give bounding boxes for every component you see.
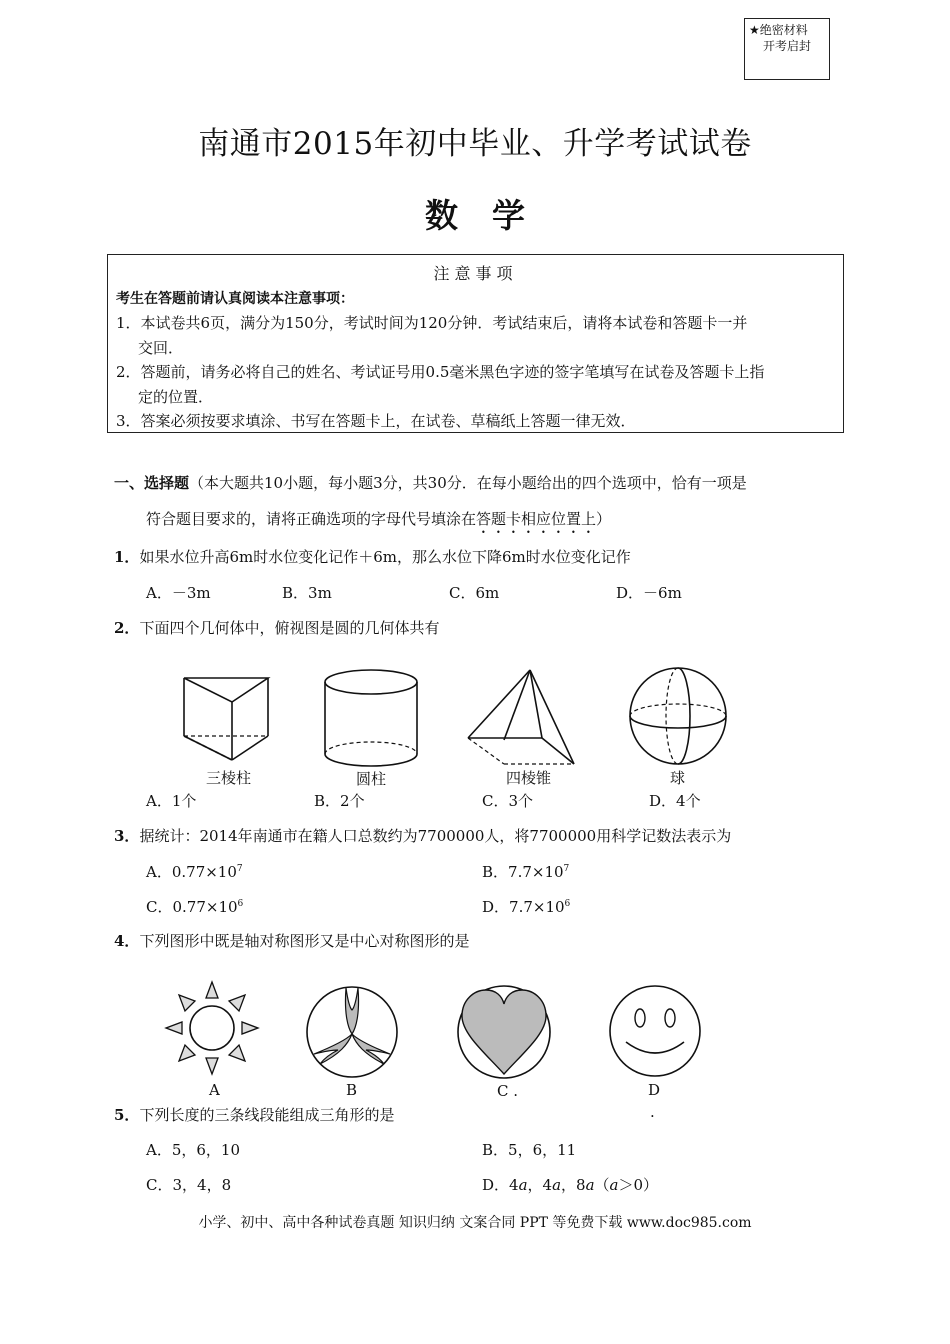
q4-label-c: C . [497, 1082, 519, 1100]
q5-d-var: a [609, 1176, 619, 1194]
q3-option-a [146, 861, 243, 882]
confidential-label-box [744, 18, 830, 80]
section-1-desc-line-2 [146, 508, 611, 537]
notice-item-2: 2．答题前，请务必将自己的姓名、考试证号用0.5毫米黑色字迹的签字笔填写在试卷及答题卡上指 [116, 363, 765, 381]
question-4-text: 下列图形中既是轴对称图形又是中心对称图形的是 [139, 932, 470, 950]
q1-option-d: D．－6m [616, 584, 682, 602]
question-4 [114, 930, 469, 951]
q3-option-c [146, 896, 243, 917]
q4-stray-dot: . [650, 1103, 655, 1121]
q5-d-var: a [552, 1176, 562, 1194]
question-2-number: 2． [114, 619, 140, 637]
q1-option-c: C．6m [449, 584, 500, 602]
q3-option-b-base: B．7.7×10 [482, 863, 564, 881]
section-1-desc-2c: ） [596, 510, 612, 528]
question-3-number: 3． [114, 827, 140, 845]
q2-option-d: D．4个 [649, 792, 701, 810]
q5-d-var: a [518, 1176, 528, 1194]
sun-figure [164, 980, 260, 1076]
q5-option-b: B．5，6，11 [482, 1141, 577, 1159]
q3-option-d-exp: 6 [564, 899, 571, 909]
sphere-figure [626, 664, 730, 768]
confidential-line-1: ★绝密材料 [749, 23, 808, 37]
q3-option-d-base: D．7.7×10 [482, 898, 565, 916]
q3-option-c-base: C．0.77×10 [146, 898, 238, 916]
notice-intro: 考生在答题前请认真阅读本注意事项： [116, 291, 354, 307]
shape-label-cylinder: 圆柱 [356, 770, 387, 788]
question-1 [114, 546, 631, 567]
question-1-text: 如果水位升高6m时水位变化记作＋6m，那么水位下降6m时水位变化记作 [139, 548, 631, 566]
q5-d-var: a [585, 1176, 595, 1194]
question-5-number: 5． [114, 1106, 140, 1124]
question-2-text: 下面四个几何体中，俯视图是圆的几何体共有 [139, 619, 440, 637]
section-1-header [114, 472, 747, 493]
section-1-desc-2a: 符合题目要求的，请将正确选项的字母代号填涂在 [146, 510, 477, 528]
q1-option-b: B．3m [282, 584, 332, 602]
notice-item-1-cont: 交回． [138, 339, 184, 357]
q5-d-part: （ [594, 1176, 610, 1194]
q3-option-a-base: A．0.77×10 [146, 863, 237, 881]
q2-option-a: A．1个 [146, 792, 197, 810]
q3-option-a-exp: 7 [236, 864, 243, 874]
q2-option-c: C．3个 [482, 792, 534, 810]
smiley-figure [608, 984, 702, 1078]
confidential-line-2: 开考启封 [763, 39, 812, 53]
shape-label-prism: 三棱柱 [206, 769, 252, 787]
q5-option-a: A．5，6，10 [146, 1141, 241, 1159]
section-1-label: 一、选择题 [114, 474, 190, 492]
q5-d-part: ，4 [527, 1176, 553, 1194]
q5-d-part: ＞0） [618, 1176, 659, 1194]
exam-title: 南通市2015年初中毕业、升学考试试卷 [198, 126, 752, 162]
q3-option-b-exp: 7 [563, 864, 570, 874]
notice-item-3: 3．答案必须按要求填涂、书写在答题卡上，在试卷、草稿纸上答题一律无效． [116, 412, 636, 430]
notice-item-1: 1．本试卷共6页，满分为150分，考试时间为120分钟．考试结束后，请将本试卷和答题卡一并 [116, 314, 748, 332]
q5-d-part: ，8 [561, 1176, 586, 1194]
question-5 [114, 1104, 394, 1125]
question-3 [114, 825, 731, 846]
threefold-figure [304, 984, 400, 1080]
q5-option-d [482, 1174, 658, 1195]
q5-option-c: C．3，4，8 [146, 1176, 232, 1194]
question-2 [114, 617, 439, 638]
q1-option-a: A．－3m [146, 584, 211, 602]
q5-d-part: D．4 [482, 1176, 519, 1194]
notice-box [107, 254, 844, 433]
question-5-text: 下列长度的三条线段能组成三角形的是 [139, 1106, 395, 1124]
notice-item-2-cont: 定的位置． [138, 388, 214, 406]
subject-title: 数学 [425, 196, 559, 235]
q4-label-d: D [648, 1081, 661, 1099]
q3-option-c-exp: 6 [237, 899, 244, 909]
q2-option-b: B．2个 [314, 792, 365, 810]
question-1-number: 1． [114, 548, 140, 566]
q3-option-b [482, 861, 569, 882]
cylinder-figure [320, 664, 424, 774]
q3-option-d [482, 896, 570, 917]
question-4-number: 4． [114, 932, 140, 950]
triangular-prism-figure [180, 672, 276, 768]
heart-figure [456, 982, 552, 1080]
footer-text: 小学、初中、高中各种试卷真题 知识归纳 文案合同 PPT 等免费下载 www.doc985.com [198, 1215, 752, 1231]
question-3-text: 据统计：2014年南通市在籍人口总数约为7700000人，将7700000用科学记数法表示为 [139, 827, 732, 845]
answer-sheet-emphasis: 答题卡相应位置上 [476, 510, 597, 528]
q4-label-a: A [209, 1081, 220, 1099]
shape-label-pyramid: 四棱锥 [506, 769, 552, 787]
notice-heading: 注意事项 [433, 264, 518, 283]
section-1-desc: （本大题共10小题，每小题3分，共30分．在每小题给出的四个选项中，恰有一项是 [189, 474, 747, 492]
shape-label-sphere: 球 [670, 769, 686, 787]
q4-label-b: B [346, 1081, 358, 1099]
square-pyramid-figure [464, 666, 580, 772]
